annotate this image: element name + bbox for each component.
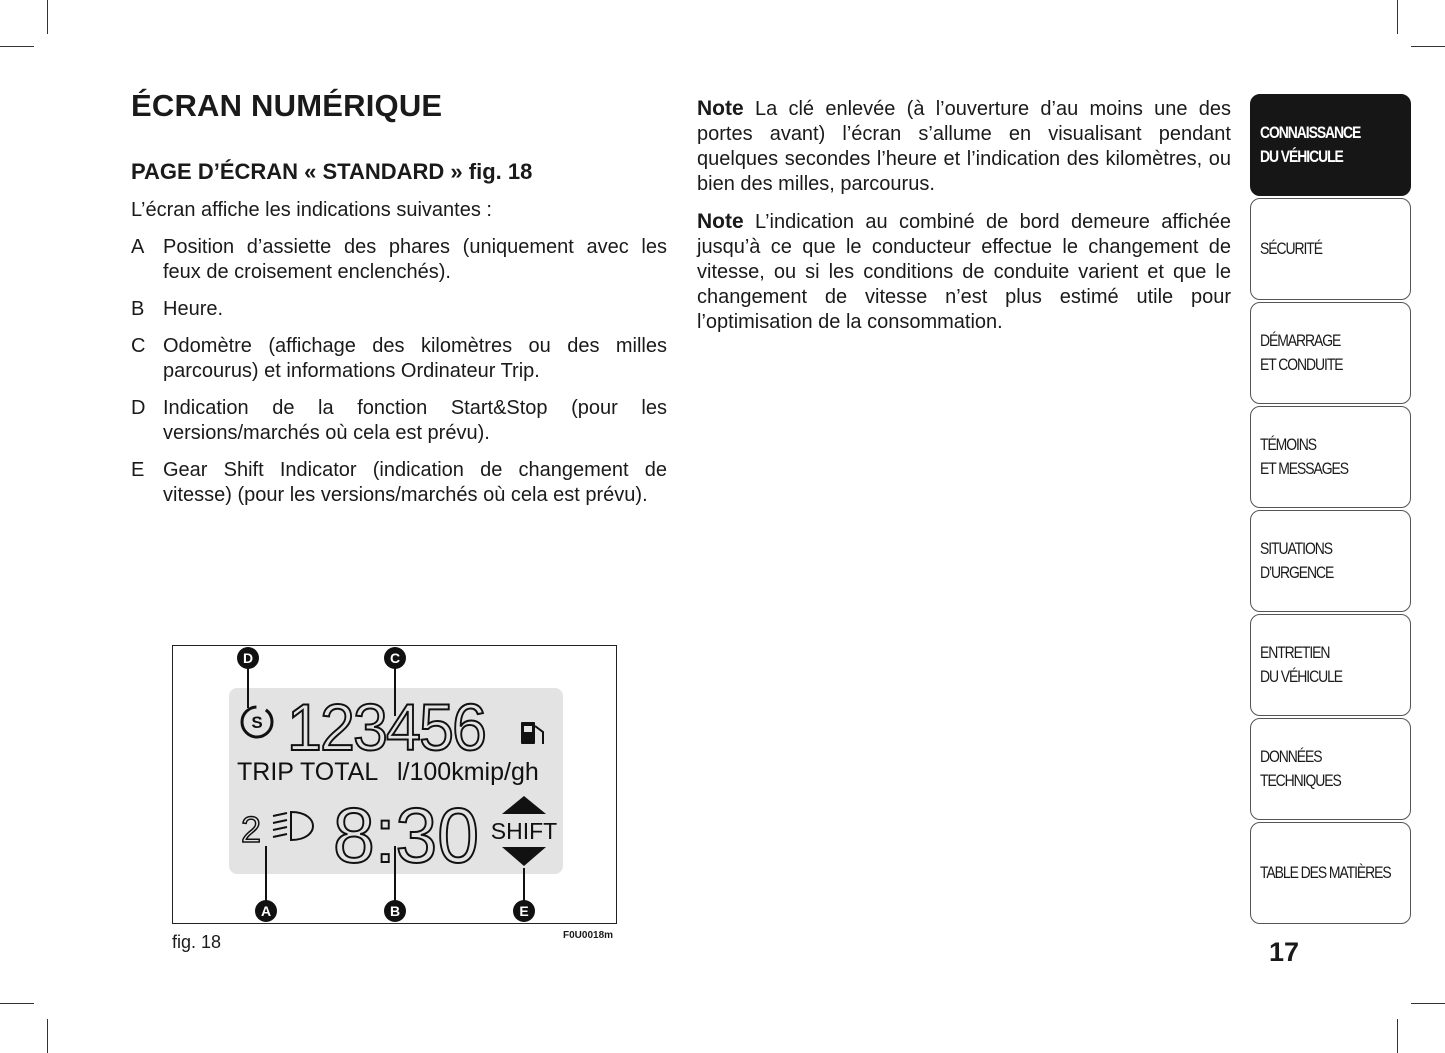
tab-securite[interactable] xyxy=(1250,198,1411,300)
display-diagram xyxy=(173,646,616,923)
list-item xyxy=(131,396,667,446)
crop-mark xyxy=(1397,1019,1398,1053)
tab-label: D’URGENCE xyxy=(1260,563,1334,582)
tab-label: TECHNIQUES xyxy=(1260,771,1341,790)
headlight-level: 2 xyxy=(241,809,262,850)
callout-e: E xyxy=(519,903,529,919)
tab-situations-d-urgence[interactable] xyxy=(1250,510,1411,612)
crop-mark xyxy=(47,1019,48,1053)
tab-connaissance-du-vehicule[interactable] xyxy=(1250,94,1411,196)
tab-donnees-techniques[interactable] xyxy=(1250,718,1411,820)
tab-label: DÉMARRAGE xyxy=(1260,331,1341,350)
start-stop-letter: S xyxy=(251,713,263,732)
figure-code: F0U0018m xyxy=(563,930,614,941)
tab-label: TÉMOINS xyxy=(1260,435,1317,454)
page-title: ÉCRAN NUMÉRIQUE xyxy=(131,88,443,123)
item-text: Heure. xyxy=(163,298,224,320)
tab-table-des-matieres[interactable] xyxy=(1250,822,1411,924)
crop-mark xyxy=(0,1003,34,1004)
crop-mark xyxy=(47,0,48,34)
notes-column xyxy=(697,96,1231,347)
item-text: Indication de la fonction Start&Stop (pour les versions/marchés où cela est prévu). xyxy=(163,397,667,444)
crop-mark xyxy=(1411,46,1445,47)
list-item xyxy=(131,297,667,322)
callout-b: B xyxy=(389,903,401,919)
tab-label: DONNÉES xyxy=(1260,747,1322,766)
note-paragraph xyxy=(697,209,1231,335)
tab-label: SITUATIONS xyxy=(1260,539,1332,558)
callout-a: A xyxy=(260,903,272,919)
tab-demarrage-et-conduite[interactable] xyxy=(1250,302,1411,404)
figure-caption: fig. 18 xyxy=(172,932,222,952)
callout-c: C xyxy=(389,650,401,666)
tab-label: ET MESSAGES xyxy=(1260,459,1348,478)
note-label: Note xyxy=(697,210,744,233)
tab-temoins-et-messages[interactable] xyxy=(1250,406,1411,508)
item-letter: E xyxy=(131,459,145,481)
item-letter: B xyxy=(131,298,145,320)
list-item xyxy=(131,458,667,508)
item-text: Gear Shift Indicator (indication de changement de vitesse) (pour les versions/marchés où cela est prévu). xyxy=(163,459,667,506)
tab-label: DU VÉHICULE xyxy=(1260,147,1343,166)
shift-label: SHIFT xyxy=(490,818,558,844)
crop-mark xyxy=(1397,0,1398,34)
list-item xyxy=(131,334,667,384)
note-label: Note xyxy=(697,97,744,120)
page-number: 17 xyxy=(1269,937,1300,967)
figure-18-display xyxy=(172,645,617,924)
tab-entretien-du-vehicule[interactable] xyxy=(1250,614,1411,716)
crop-mark xyxy=(1411,1003,1445,1004)
tab-label: ENTRETIEN xyxy=(1260,643,1330,662)
crop-mark xyxy=(0,46,34,47)
item-text: Position d’assiette des phares (uniquement avec les feux de croisement enclenchés). xyxy=(163,236,667,283)
indication-list xyxy=(131,235,667,520)
intro-text: L’écran affiche les indications suivantes : xyxy=(131,199,492,221)
units-label: l/100kmip/gh xyxy=(397,758,539,786)
tab-label: CONNAISSANCE xyxy=(1260,123,1361,142)
tab-label: SÉCURITÉ xyxy=(1260,239,1322,258)
list-item xyxy=(131,235,667,285)
tab-label: TABLE DES MATIÈRES xyxy=(1260,863,1391,882)
item-letter: D xyxy=(131,397,146,419)
note-paragraph xyxy=(697,96,1231,197)
item-letter: A xyxy=(131,236,145,258)
odometer-value: 123456 xyxy=(287,690,485,764)
tab-label: DU VÉHICULE xyxy=(1260,667,1343,686)
item-letter: C xyxy=(131,335,146,357)
clock-value: 8:30 xyxy=(333,791,479,879)
section-subtitle: PAGE D’ÉCRAN « STANDARD » fig. 18 xyxy=(131,159,533,184)
tab-label: ET CONDUITE xyxy=(1260,355,1343,374)
callout-d: D xyxy=(242,650,254,666)
trip-label: TRIP TOTAL xyxy=(237,758,379,786)
note-text: L’indication au combiné de bord demeure affichée jusqu’à ce que le conducteur effectue le changement de vitesse, ou si les conditions de conduite varient et que le changement de vitesse n’est plus estimé utile pour l’optimisation de la consommation. xyxy=(697,211,1231,333)
note-text: La clé enlevée (à l’ouverture d’au moins une des portes avant) l’écran s’allume en visualisant pendant quelques secondes l’heure et l’indication des kilomètres, ou bien des milles, parcourus. xyxy=(697,98,1231,195)
item-text: Odomètre (affichage des kilomètres ou des milles parcourus) et informations Ordinateur Trip. xyxy=(163,335,667,382)
